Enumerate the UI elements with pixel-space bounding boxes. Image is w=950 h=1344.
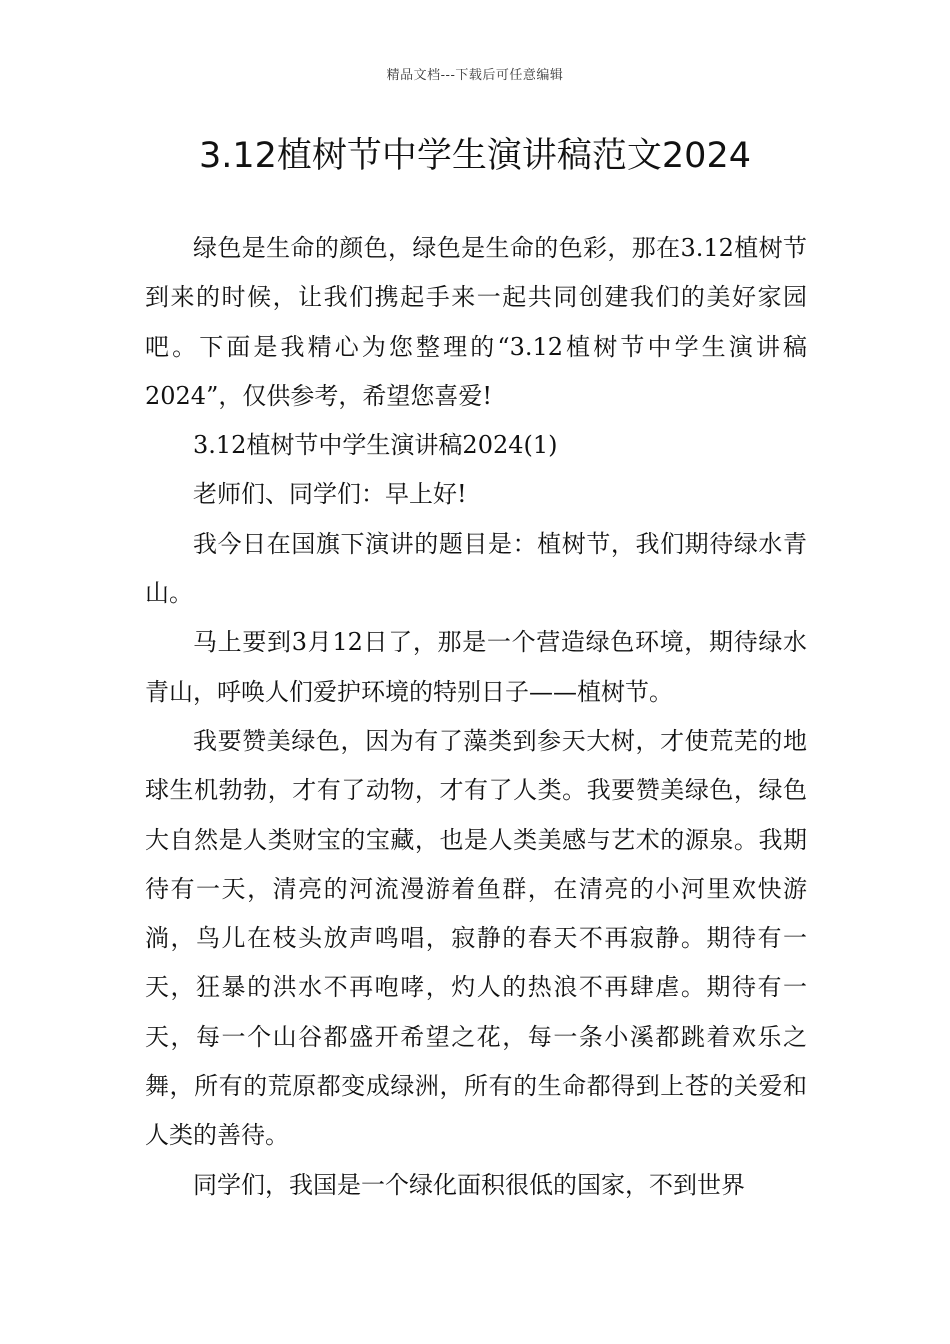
paragraph-arbor-day: 马上要到3月12日了，那是一个营造绿色环境，期待绿水青山，呼唤人们爱护环境的特别日子——植树节。 — [145, 628, 807, 706]
document-title: 3.12植树节中学生演讲稿范文2024 — [198, 136, 751, 176]
paragraph-praise-green: 我要赞美绿色，因为有了藻类到参天大树，才使荒芜的地球生机勃勃，才有了动物，才有了人类。我要赞美绿色，绿色大自然是人类财宝的宝藏，也是人类美感与艺术的源泉。我期待有一天，清亮的河流漫游着鱼群，在清亮的小河里欢快游淌，鸟儿在枝头放声鸣唱，寂静的春天不再寂静。期待有一天，狂暴的洪水不再咆哮，灼人的热浪不再肆虐。期待有一天，每一个山谷都盛开希望之花，每一条小溪都跳着欢乐之舞，所有的荒原都变成绿洲，所有的生命都得到上苍的关爱和人类的善待。 — [145, 726, 807, 1150]
paragraph-intro: 绿色是生命的颜色，绿色是生命的色彩，那在3.12植树节到来的时候，让我们携起手来一起共同创建我们的美好家园吧。下面是我精心为您整理的“3.12植树节中学生演讲稿2024”，仅供参考，希望您喜爱! — [145, 234, 807, 410]
paragraph-section-heading: 3.12植树节中学生演讲稿2024(1) — [193, 431, 558, 460]
paragraph-topic: 我今日在国旗下演讲的题目是：植树节，我们期待绿水青山。 — [145, 529, 807, 608]
header-note: 精品文档---下载后可任意编辑 — [386, 68, 564, 83]
paragraph-greeting: 老师们、同学们：早上好! — [193, 480, 467, 509]
document-body — [145, 224, 807, 1210]
paragraph-classmates: 同学们，我国是一个绿化面积很低的国家，不到世界 — [193, 1170, 745, 1199]
